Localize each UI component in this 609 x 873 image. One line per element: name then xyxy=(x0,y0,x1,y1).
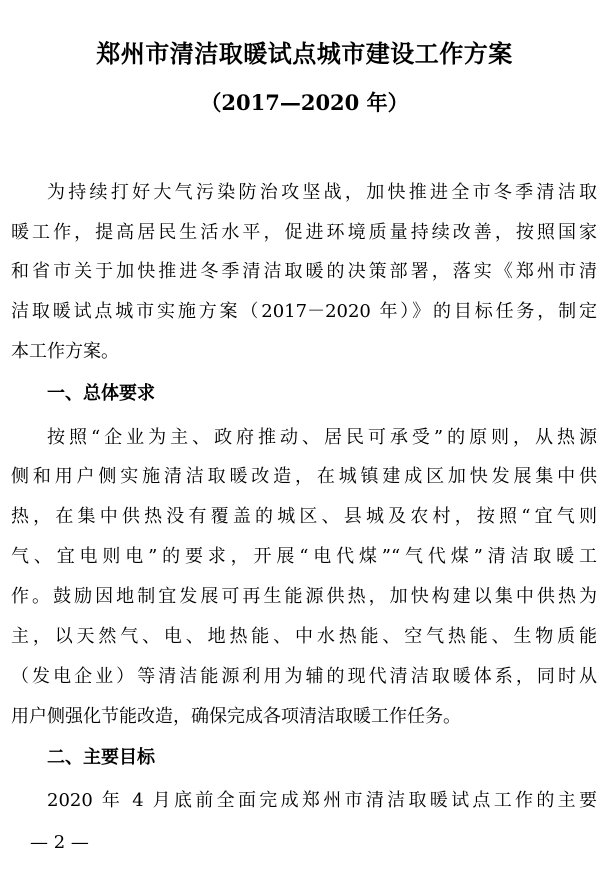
intro-line: 和省市关于加快推进冬季清洁取暖的决策部署，落实《郑州市清 xyxy=(11,261,597,282)
section1-line: 用户侧强化节能改造，确保完成各项清洁取暖工作任务。 xyxy=(11,706,461,727)
section1-line: 按照“企业为主、政府推动、居民可承受”的原则，从热源 xyxy=(47,427,597,448)
intro-line: 暖工作，提高居民生活水平，促进环境质量持续改善，按照国家 xyxy=(11,222,597,243)
section1-line: 热，在集中供热没有覆盖的城区、县城及农村，按照“宜气则 xyxy=(11,506,597,527)
section-heading-overall-requirements: 一、总体要求 xyxy=(47,383,155,404)
section-heading-main-goals: 二、主要目标 xyxy=(47,747,155,768)
section1-line: 侧和用户侧实施清洁取暖改造，在城镇建成区加快发展集中供 xyxy=(11,466,597,487)
section2-line: 2020 年 4 月底前全面完成郑州市清洁取暖试点工作的主要 xyxy=(47,790,597,811)
document-subtitle: （2017—2020 年） xyxy=(200,90,409,115)
page-number: — 2 — xyxy=(30,832,89,853)
intro-line: 洁取暖试点城市实施方案（2017－2020 年）》的目标任务，制定 xyxy=(11,301,597,322)
section1-line: 作。鼓励因地制宜发展可再生能源供热，加快构建以集中供热为 xyxy=(11,586,597,607)
intro-line: 为持续打好大气污染防治攻坚战，加快推进全市冬季清洁取 xyxy=(47,182,597,203)
section1-line: （发电企业）等清洁能源利用为辅的现代清洁取暖体系，同时从 xyxy=(11,666,597,687)
section1-line: 主，以天然气、电、地热能、中水热能、空气热能、生物质能 xyxy=(11,626,597,647)
section1-line: 气、宜电则电”的要求，开展“电代煤”“气代煤”清洁取暖工 xyxy=(11,546,597,567)
intro-line: 本工作方案。 xyxy=(11,341,119,362)
document-title: 郑州市清洁取暖试点城市建设工作方案 xyxy=(96,39,513,68)
